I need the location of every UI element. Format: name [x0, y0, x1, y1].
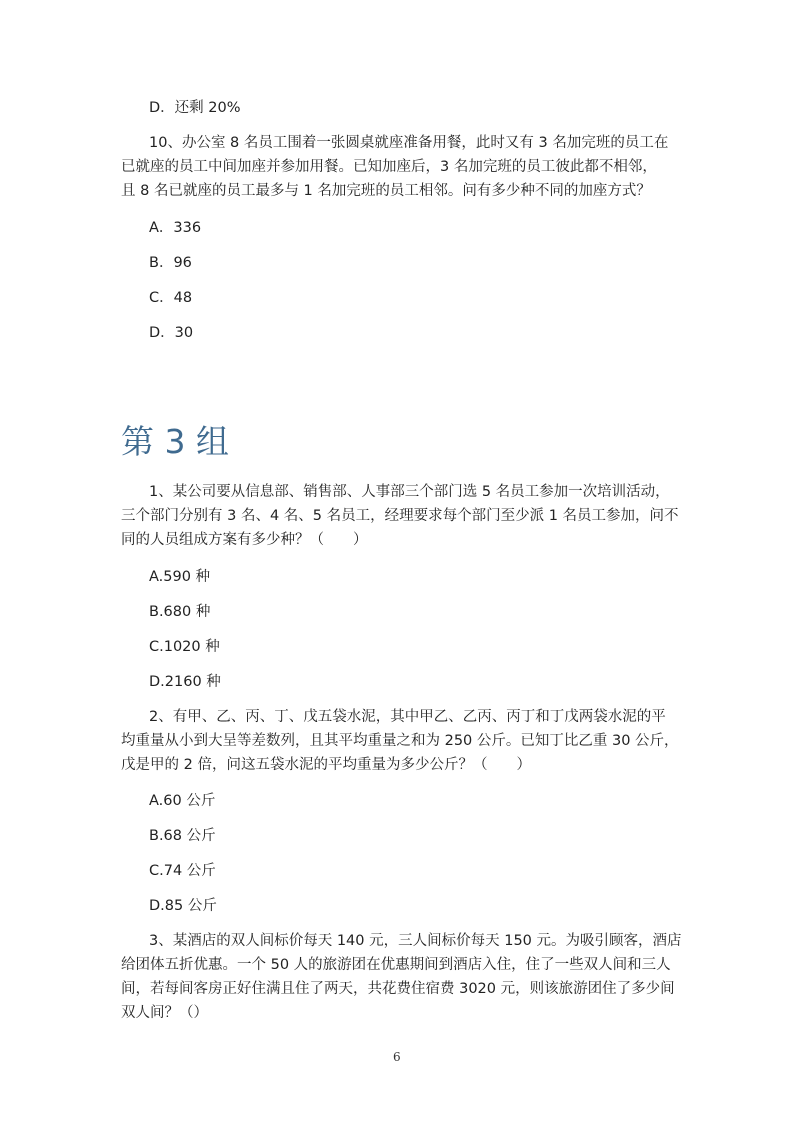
q10-option-c: C．48 — [149, 290, 193, 306]
g3q1-option-b: B.680 种 — [149, 604, 211, 620]
g3q3-text-line-2: 给团体五折优惠。一个 50 人的旅游团在优惠期间到酒店入住，住了一些双人间和三人 — [121, 957, 671, 973]
g3q1-option-c: C.1020 种 — [149, 639, 220, 655]
g3q1-text-line-3: 同的人员组成方案有多少种？（ ） — [121, 532, 368, 548]
g3q1-option-d: D.2160 种 — [149, 674, 221, 690]
page-number: 6 — [393, 1050, 401, 1064]
g3q2-option-d: D.85 公斤 — [149, 898, 217, 914]
g3q2-text-line-2: 均重量从小到大呈等差数列，且其平均重量之和为 250 公斤。已知丁比乙重 30 公斤， — [121, 733, 679, 749]
q10-option-a: A．336 — [149, 220, 202, 236]
q10-option-b: B．96 — [149, 255, 192, 271]
q10-text-line-2: 已就座的员工中间加座并参加用餐。已知加座后，3 名加完班的员工彼此都不相邻， — [121, 159, 657, 175]
q10-text-line-1: 10、办公室 8 名员工围着一张圆桌就座准备用餐，此时又有 3 名加完班的员工在 — [149, 135, 669, 151]
group-heading: 第 3 组 — [121, 422, 229, 461]
g3q3-text-line-1: 3、某酒店的双人间标价每天 140 元，三人间标价每天 150 元。为吸引顾客，酒店 — [149, 933, 682, 949]
g3q3-text-line-4: 双人间？（） — [121, 1005, 208, 1021]
g3q3-text-line-3: 间，若每间客房正好住满且住了两天，共花费住宿费 3020 元，则该旅游团住了多少间 — [121, 981, 675, 997]
prev-question-option-d: D．还剩 20% — [149, 100, 241, 116]
g3q1-text-line-2: 三个部门分别有 3 名、4 名、5 名员工，经理要求每个部门至少派 1 名员工参加，问不 — [121, 508, 679, 524]
g3q2-text-line-3: 戊是甲的 2 倍，问这五袋水泥的平均重量为多少公斤？（ ） — [121, 757, 531, 773]
g3q2-text-line-1: 2、有甲、乙、丙、丁、戊五袋水泥，其中甲乙、乙丙、丙丁和丁戊两袋水泥的平 — [149, 709, 666, 725]
g3q2-option-b: B.68 公斤 — [149, 828, 216, 844]
q10-option-d: D．30 — [149, 325, 194, 341]
g3q1-option-a: A.590 种 — [149, 569, 211, 585]
g3q2-option-a: A.60 公斤 — [149, 793, 216, 809]
q10-text-line-3: 且 8 名已就座的员工最多与 1 名加完班的员工相邻。问有多少种不同的加座方式？ — [121, 183, 651, 199]
g3q2-option-c: C.74 公斤 — [149, 863, 216, 879]
g3q1-text-line-1: 1、某公司要从信息部、销售部、人事部三个部门选 5 名员工参加一次培训活动， — [149, 484, 670, 500]
